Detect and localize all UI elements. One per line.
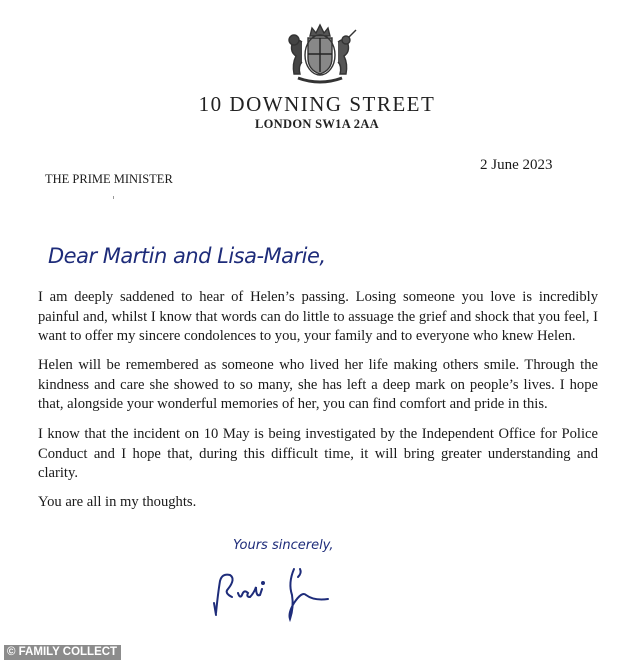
handwritten-signature-icon [210, 563, 340, 623]
letter-paragraph: Helen will be remembered as someone who lived her life making others smile. Through the kindness and care she showed to so many, she has left a deep mark on people’s lives. I hope that, alongside your wonderful memories of her, you can find comfort and pride in this. [38, 357, 598, 412]
letter-paragraph: I am deeply saddened to hear of Helen’s passing. Losing someone you love is incredibly painful and, whilst I know that words can do little to assuage the grief and shock that you feel, I want to offer my sincere condolences to you, your family and to everyone who knew Helen. [38, 289, 598, 344]
handwritten-salutation: Dear Martin and Lisa-Marie, [48, 244, 326, 268]
letterhead-address: LONDON SW1A 2AA [255, 117, 379, 131]
sender-title: THE PRIME MINISTER [45, 172, 173, 186]
royal-coat-of-arms-icon [272, 22, 368, 88]
letterhead-title: 10 DOWNING STREET [198, 92, 436, 116]
letter-paragraph: You are all in my thoughts. [38, 494, 197, 510]
photo-credit-badge: © FAMILY COLLECT [4, 645, 121, 660]
scan-speck [113, 196, 114, 199]
handwritten-closing: Yours sincerely, [233, 538, 334, 553]
letter-date: 2 June 2023 [480, 157, 553, 173]
letter-paragraph: I know that the incident on 10 May is being investigated by the Independent Office for Police Conduct and I hope that, during this difficult time, it will bring greater understanding and clarity. [38, 426, 598, 481]
